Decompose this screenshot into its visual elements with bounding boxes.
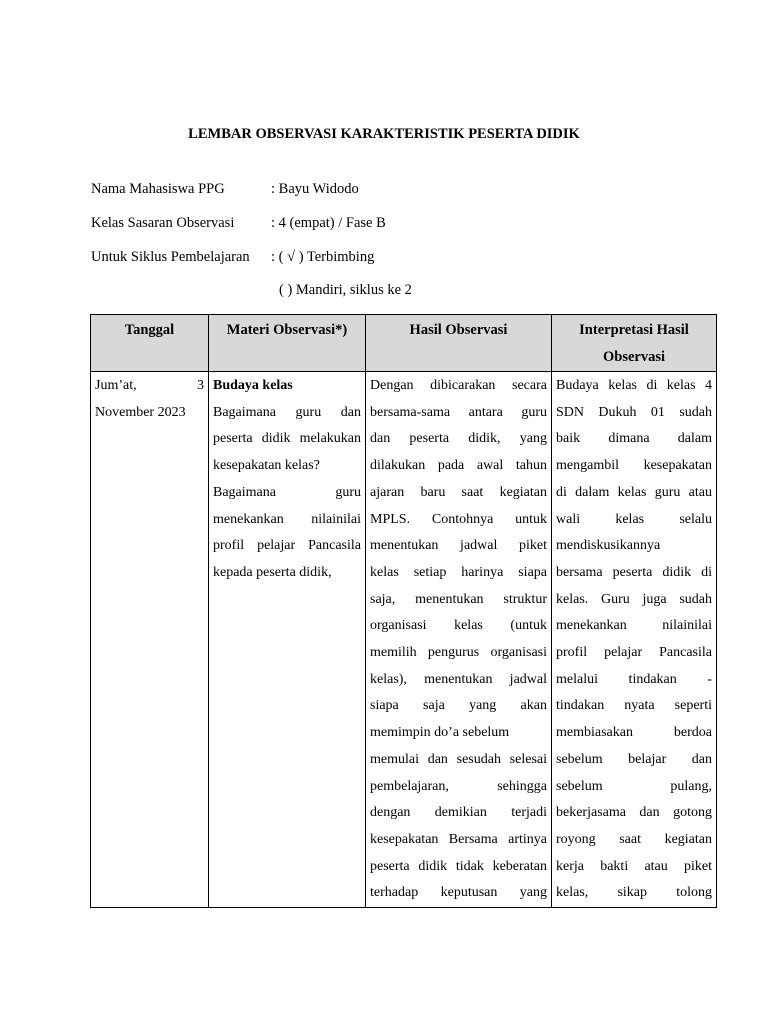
cell-line: kelas. Guru juga sudah [556,591,712,607]
cell-line: saja, menentukan struktur [370,591,547,607]
cell-line: kerja bakti atau piket [556,858,712,874]
cell-line: Budaya kelas [213,378,293,393]
observation-table [90,314,717,908]
cell-line: tindakan nyata seperti [556,698,712,714]
cell-line: memulai dan sesudah selesai [370,751,547,767]
document-title: LEMBAR OBSERVASI KARAKTERISTIK PESERTA DIDIK [188,126,580,142]
cell-line: dengan demikian terjadi [370,805,547,821]
cell-line: sebelum pulang, [556,778,712,794]
cell-line: di dalam kelas guru atau [556,484,712,500]
cell-line: November 2023 [95,404,186,420]
field-label-kelas: Kelas Sasaran Observasi [91,215,235,231]
table-row [91,372,717,908]
cell-line: bersama peserta didik di [556,564,712,580]
cell-line: menekankan nilainilai [556,618,712,634]
cell-line: profil pelajar Pancasila [213,538,361,554]
cell-line: mendiskusikannya [556,538,661,554]
table-header-row [91,315,717,372]
cell-line: menentukan jadwal piket [370,538,547,554]
cell-line: kesepakatan kelas? [213,458,320,474]
cell-line: kelas, sikap tolong [556,885,712,901]
cell-tanggal [91,372,209,908]
cell-line: bersama-sama antara guru [370,404,547,420]
cell-interpretasi [552,372,717,908]
header-hasil-observasi: Hasil Observasi [366,315,552,372]
cell-hasil-observasi [366,372,552,908]
cell-line: ajaran baru saat kegiatan [370,484,547,500]
cell-line: kepada peserta didik, [213,564,332,580]
cell-line: Budaya kelas di kelas 4 [556,378,712,393]
cell-line: MPLS. Contohnya untuk [370,511,547,527]
cell-line: profil pelajar Pancasila [556,645,712,661]
cell-line: kesepakatan Bersama artinya [370,831,547,847]
cell-line: dilakukan pada awal tahun [370,458,547,474]
cell-line: peserta didik tidak keberatan [370,858,547,874]
cell-line: wali kelas selalu [556,511,712,527]
field-value-nama: : Bayu Widodo [271,181,359,197]
cell-line: menekankan nilainilai [213,511,361,527]
cell-line: SDN Dukuh 01 sudah [556,404,712,420]
field-value-mandiri: ( ) Mandiri, siklus ke 2 [279,282,412,298]
cell-line: peserta didik melakukan [213,431,361,447]
field-label-nama: Nama Mahasiswa PPG [91,181,225,197]
field-label-siklus: Untuk Siklus Pembelajaran [91,249,250,265]
cell-line: siapa saja yang akan [370,698,547,714]
cell-line: kelas), menentukan jadwal [370,671,547,687]
cell-line: sebelum belajar dan [556,751,712,767]
cell-line: Jum’at, 3 [95,378,204,393]
header-interpretasi-hasil-observasi: Interpretasi Hasil Observasi [552,315,717,372]
cell-materi-observasi [209,372,366,908]
cell-line: royong saat kegiatan [556,831,712,847]
cell-line: memilih pengurus organisasi [370,645,547,661]
cell-line: membiasakan berdoa [556,725,712,741]
cell-line: pembelajaran, sehingga [370,778,547,794]
field-value-siklus: : ( √ ) Terbimbing [271,249,375,265]
cell-line: melalui tindakan - [556,671,712,687]
cell-line: kelas setiap harinya siapa [370,564,547,580]
cell-line: baik dimana dalam [556,431,712,447]
field-value-kelas: : 4 (empat) / Fase B [271,215,386,231]
header-materi-observasi: Materi Observasi*) [209,315,366,372]
cell-line: bekerjasama dan gotong [556,805,712,821]
cell-line: mengambil kesepakatan [556,458,712,474]
cell-line: organisasi kelas (untuk [370,618,547,634]
header-tanggal: Tanggal [91,315,209,372]
cell-line: Bagaimana guru dan [213,404,361,420]
cell-line: Dengan dibicarakan secara [370,378,547,393]
cell-line: dan peserta didik, yang [370,431,547,447]
cell-line: terhadap keputusan yang [370,885,547,901]
cell-line: Bagaimana guru [213,484,361,500]
cell-line: memimpin do’a sebelum [370,725,510,741]
